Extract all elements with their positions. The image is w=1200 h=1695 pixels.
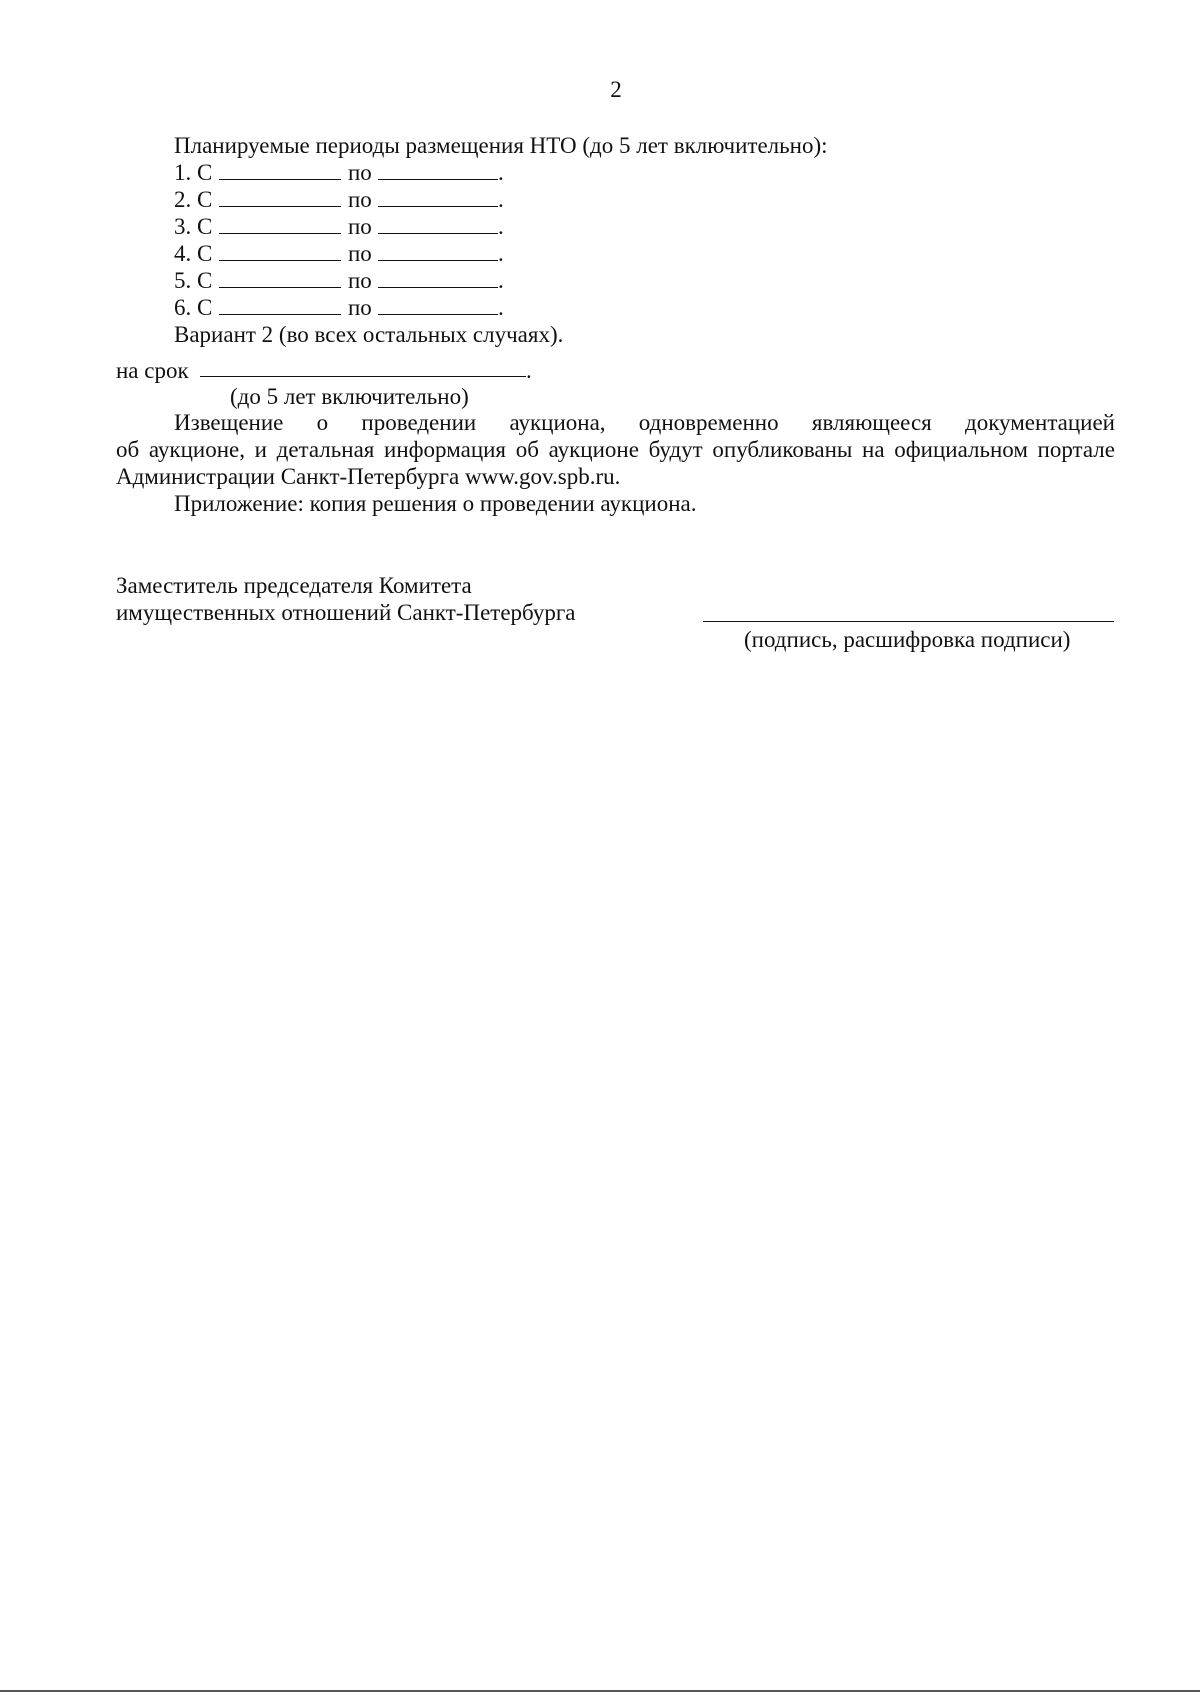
notice-paragraph [116, 409, 1115, 463]
notice-line: об аукционе, и детальная информация об аукционе будут опубликованы на официальном портале [116, 437, 1115, 462]
period-start-blank[interactable] [219, 314, 341, 315]
period-label: 4. С [174, 241, 213, 266]
term-label: на срок [116, 358, 189, 383]
signatory-position-line-1: Заместитель председателя Комитета [116, 573, 472, 598]
attachment-line: Приложение: копия решения о проведении аукциона. [174, 491, 697, 516]
period-start-blank[interactable] [219, 206, 341, 207]
period-end-blank[interactable] [378, 314, 498, 315]
period-to-word: по [348, 160, 372, 185]
period-end-mark: . [498, 241, 504, 266]
periods-heading: Планируемые периоды размещения НТО (до 5 лет включительно): [174, 133, 828, 158]
period-end-blank[interactable] [378, 233, 498, 234]
signature-caption: (подпись, расшифровка подписи) [744, 627, 1071, 652]
period-label: 5. С [174, 268, 213, 293]
signature-line[interactable] [703, 621, 1114, 622]
period-start-blank[interactable] [219, 233, 341, 234]
period-to-word: по [348, 241, 372, 266]
period-end-mark: . [498, 160, 504, 185]
period-end-blank[interactable] [378, 260, 498, 261]
period-to-word: по [348, 268, 372, 293]
period-end-mark: . [498, 268, 504, 293]
period-label: 6. С [174, 295, 213, 320]
term-hint: (до 5 лет включительно) [230, 384, 469, 409]
period-to-word: по [348, 295, 372, 320]
scan-edge-divider [0, 1690, 1200, 1692]
variant-2-title: Вариант 2 (во всех остальных случаях). [174, 322, 564, 347]
period-start-blank[interactable] [219, 179, 341, 180]
notice-line [116, 463, 620, 490]
signatory-position-line-2: имущественных отношений Санкт-Петербурга [116, 600, 576, 625]
period-end-mark: . [498, 214, 504, 239]
period-end-mark: . [498, 187, 504, 212]
period-start-blank[interactable] [219, 287, 341, 288]
page-number: 2 [610, 77, 622, 102]
period-end-blank[interactable] [378, 287, 498, 288]
period-end-blank[interactable] [378, 206, 498, 207]
period-to-word: по [348, 214, 372, 239]
period-label: 1. С [174, 160, 213, 185]
period-label: 3. С [174, 214, 213, 239]
period-start-blank[interactable] [219, 260, 341, 261]
period-end-blank[interactable] [378, 179, 498, 180]
notice-portal-text: Администрации Санкт-Петербурга www.gov.spb.ru. [116, 464, 621, 489]
period-to-word: по [348, 187, 372, 212]
term-blank[interactable] [200, 376, 526, 377]
term-end-mark: . [526, 358, 532, 383]
period-end-mark: . [498, 295, 504, 320]
period-label: 2. С [174, 187, 213, 212]
notice-line: Извещение о проведении аукциона, одновременно являющееся документацией [174, 410, 1115, 435]
